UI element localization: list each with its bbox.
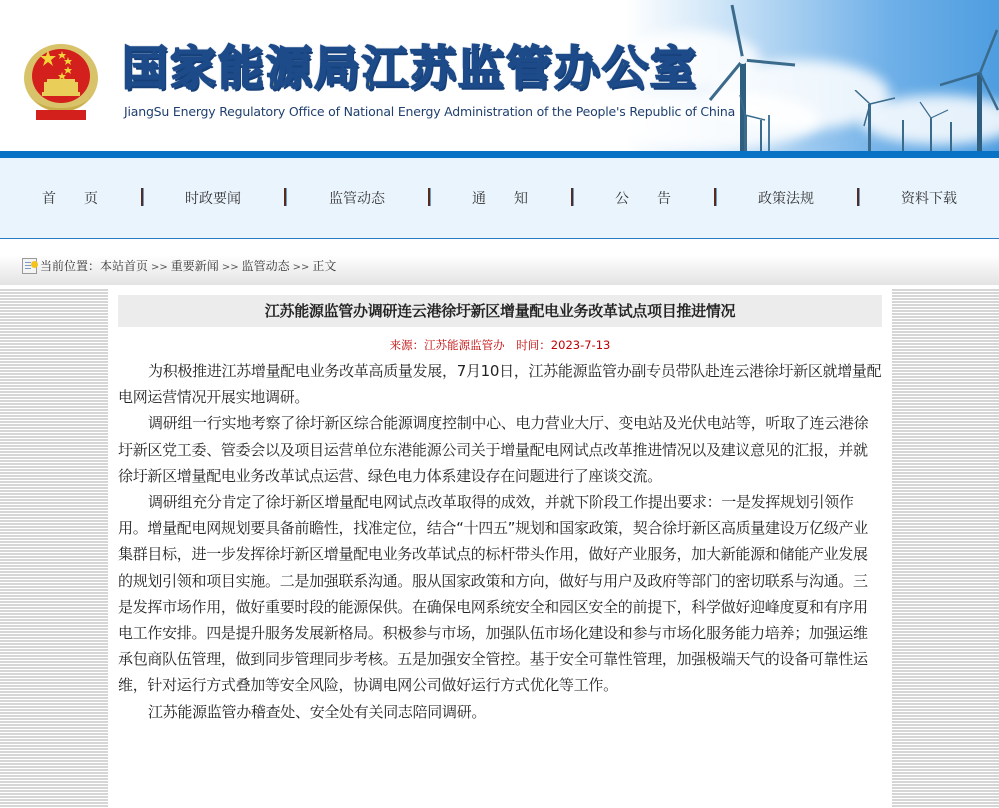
article-source: 来源：江苏能源监管办 bbox=[389, 338, 505, 352]
breadcrumb-link-regulatory-updates[interactable]: 监管动态 bbox=[241, 259, 290, 273]
header-divider bbox=[0, 151, 999, 158]
nav-separator bbox=[714, 188, 716, 206]
breadcrumb-separator: >> bbox=[292, 262, 310, 273]
site-title-en: JiangSu Energy Regulatory Office of National Energy Administration of the People's Republic of China bbox=[124, 104, 736, 119]
breadcrumb bbox=[0, 239, 999, 285]
site-header bbox=[0, 0, 999, 151]
breadcrumb-separator: >> bbox=[221, 262, 239, 273]
nav-separator bbox=[284, 188, 286, 206]
nav-separator bbox=[428, 188, 430, 206]
nav-separator bbox=[141, 188, 143, 206]
article bbox=[118, 295, 882, 725]
right-striped-margin bbox=[892, 288, 999, 808]
article-paragraph: 为积极推进江苏增量配电业务改革高质量发展，7月10日，江苏能源监管办副专员带队赴连云港徐圩新区就增量配电网运营情况开展实地调研。 bbox=[118, 362, 882, 407]
nav-item-notices[interactable]: 通 知 bbox=[472, 191, 528, 207]
article-time: 时间：2023-7-13 bbox=[516, 338, 611, 352]
article-paragraph: 调研组充分肯定了徐圩新区增量配电网试点改革取得的成效，并就下阶段工作提出要求：一是发挥规划引领作用。增量配电网规划要具备前瞻性，找准定位，结合“十四五”规划和国家政策，契合徐圩新区高质量建设万亿级产业集群目标，进一步发挥徐圩新区增量配电业务改革试点的标杆带头作用，做好产业服务，加大新能源和储能产业发展的规划引领和项目实施。二是加强联系沟通。服从国家政策和方向，做好与用户及政府等部门的密切联系与沟通。三是发挥市场作用，做好重要时段的能源保供。在确保电网系统安全和园区安全的前提下，科学做好迎峰度夏和有序用电工作安排。四是提升服务发展新格局。积极参与市场，加强队伍市场化建设和参与市场化服务能力培养；加强运维承包商队伍管理，做到同步管理同步考核。五是加强安全管控。基于安全可靠性管理，加强极端天气的设备可靠性运维，针对运行方式叠加等安全风险，协调电网公司做好运行方式优化等工作。 bbox=[118, 493, 868, 695]
breadcrumb-link-important-news[interactable]: 重要新闻 bbox=[170, 259, 219, 273]
breadcrumb-link-home[interactable]: 本站首页 bbox=[100, 259, 149, 273]
wind-turbine-icon bbox=[890, 100, 990, 151]
nav-item-regulatory-updates[interactable]: 监管动态 bbox=[329, 191, 385, 207]
main-nav bbox=[0, 158, 999, 239]
wind-turbine-icon bbox=[730, 95, 790, 151]
breadcrumb-separator: >> bbox=[151, 262, 168, 273]
nav-item-announcements[interactable]: 公 告 bbox=[615, 191, 671, 207]
nav-item-political-news[interactable]: 时政要闻 bbox=[185, 191, 241, 207]
breadcrumb-prefix: 当前位置： bbox=[40, 259, 101, 273]
article-meta bbox=[118, 337, 882, 353]
breadcrumb-trail bbox=[40, 257, 336, 274]
document-location-icon bbox=[22, 258, 37, 274]
nav-separator bbox=[571, 188, 573, 206]
article-title: 江苏能源监管办调研连云港徐圩新区增量配电业务改革试点项目推进情况 bbox=[118, 295, 882, 327]
article-body bbox=[118, 358, 882, 725]
nav-separator bbox=[857, 188, 859, 206]
national-emblem-icon bbox=[22, 40, 100, 122]
site-title-cn: 国家能源局江苏监管办公室 bbox=[122, 41, 698, 95]
left-striped-margin bbox=[0, 288, 108, 808]
article-paragraph: 调研组一行实地考察了徐圩新区综合能源调度控制中心、电力营业大厅、变电站及光伏电站等，听取了连云港徐圩新区党工委、管委会以及项目运营单位东港能源公司关于增量配电网试点改革推进情况以及建议意见的汇报，并就徐圩新区增量配电业务改革试点运营、绿色电力体系建设存在问题进行了座谈交流。 bbox=[118, 414, 869, 485]
breadcrumb-current: 正文 bbox=[312, 259, 337, 273]
nav-item-home[interactable]: 首 页 bbox=[42, 191, 98, 207]
article-paragraph: 江苏能源监管办稽查处、安全处有关同志陪同调研。 bbox=[148, 702, 487, 721]
nav-item-downloads[interactable]: 资料下载 bbox=[901, 191, 957, 207]
nav-item-policies-regulations[interactable]: 政策法规 bbox=[758, 191, 814, 207]
